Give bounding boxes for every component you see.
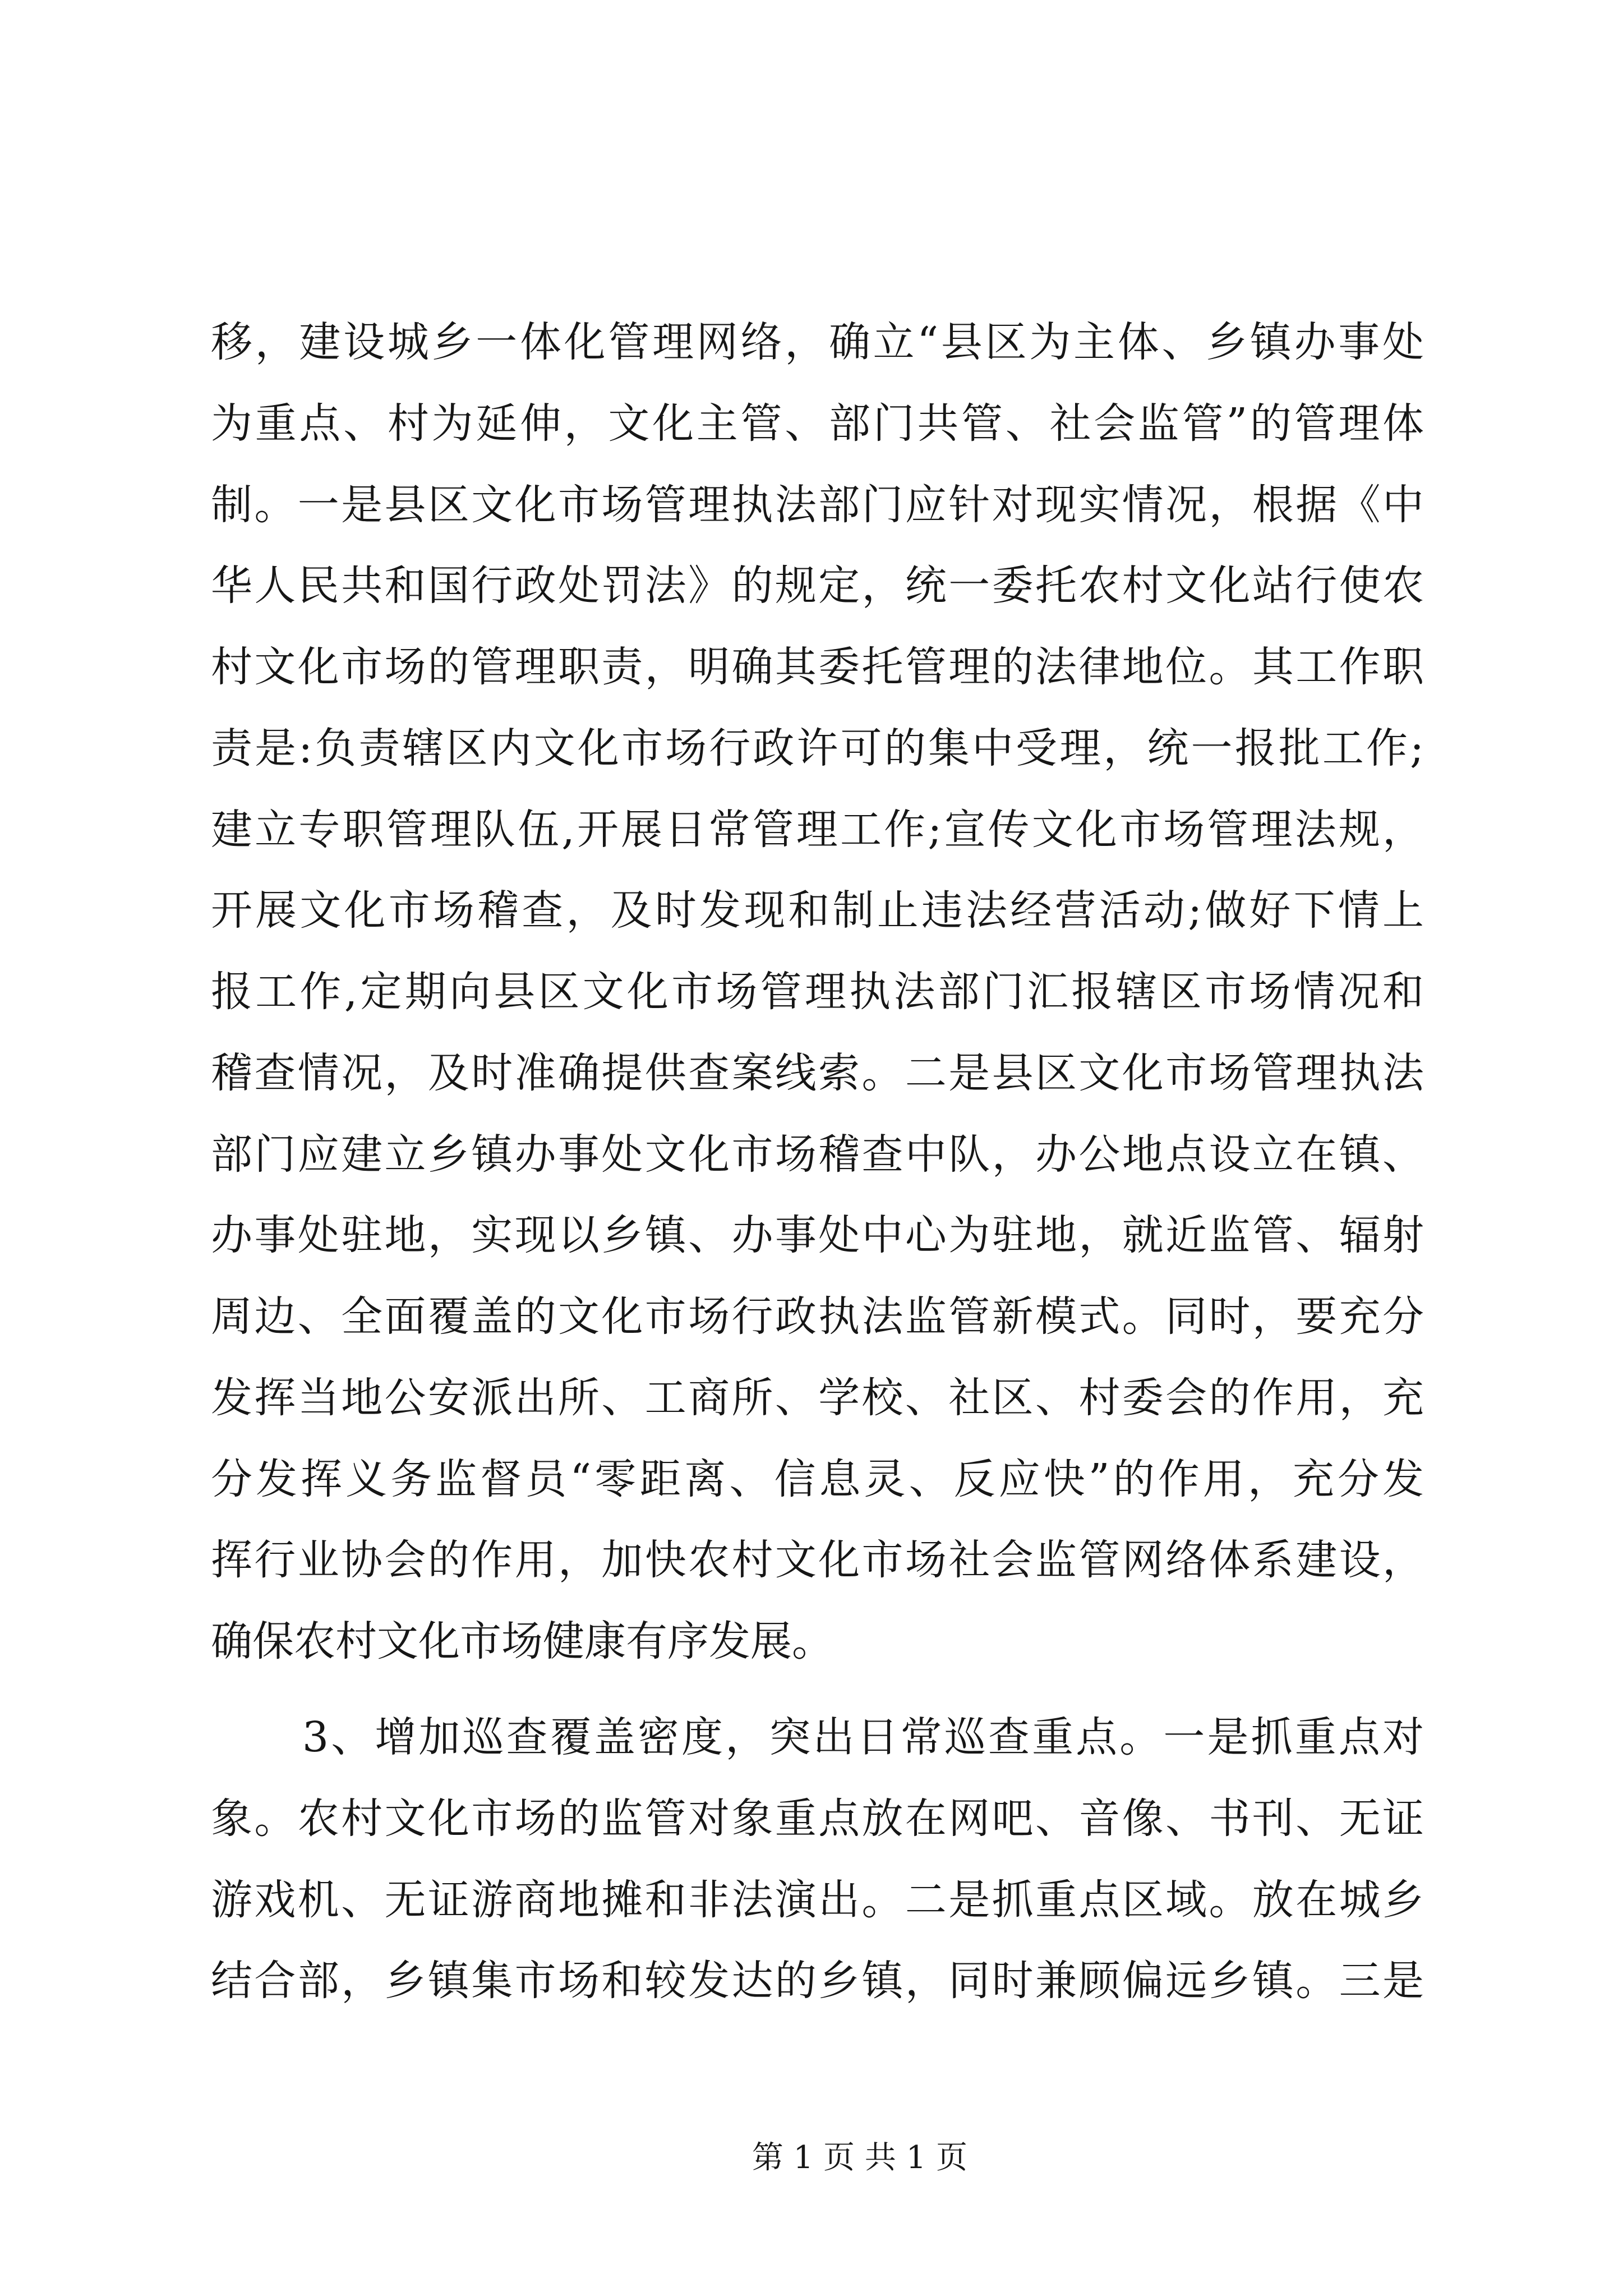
section-heading-line: 3、增加巡查覆盖密度，突出日常巡查重点。一是抓重点对 xyxy=(302,1713,1424,1761)
text-line: 报工作,定期向县区文化市场管理执法部门汇报辖区市场情况和 xyxy=(211,968,1424,1016)
text-line: 村文化市场的管理职责，明确其委托管理的法律地位。其工作职 xyxy=(211,643,1424,691)
text-line: 部门应建立乡镇办事处文化市场稽查中队，办公地点设立在镇、 xyxy=(211,1130,1424,1179)
text-line: 分发挥义务监督员“零距离、信息灵、反应快”的作用，充分发 xyxy=(211,1455,1424,1503)
text-line: 周边、全面覆盖的文化市场行政执法监管新模式。同时，要充分 xyxy=(211,1292,1424,1341)
text-line: 结合部，乡镇集市场和较发达的乡镇，同时兼顾偏远乡镇。三是 xyxy=(211,1957,1424,2005)
text-line: 华人民共和国行政处罚法》的规定，统一委托农村文化站行使农 xyxy=(211,562,1424,610)
text-line: 开展文化市场稽查，及时发现和制止违法经营活动;做好下情上 xyxy=(211,886,1424,935)
text-line: 办事处驻地，实现以乡镇、办事处中心为驻地，就近监管、辐射 xyxy=(211,1211,1424,1260)
text-line: 移，建设城乡一体化管理网络，确立“县区为主体、乡镇办事处 xyxy=(211,318,1424,366)
text-line: 稽查情况，及时准确提供查案线索。二是县区文化市场管理执法 xyxy=(211,1048,1424,1097)
paragraph-body xyxy=(211,302,1424,1682)
paragraph-section-3 xyxy=(211,1697,1424,2022)
text-line: 责是:负责辖区内文化市场行政许可的集中受理，统一报批工作; xyxy=(211,724,1424,772)
page-footer: 第 1 页 共 1 页 xyxy=(751,2139,968,2176)
text-line: 制。一是县区文化市场管理执法部门应针对现实情况，根据《中 xyxy=(211,480,1424,529)
text-line: 确保农村文化市场健康有序发展。 xyxy=(211,1617,833,1665)
text-line: 挥行业协会的作用，加快农村文化市场社会监管网络体系建设， xyxy=(211,1536,1424,1585)
text-line: 象。农村文化市场的监管对象重点放在网吧、音像、书刊、无证 xyxy=(211,1794,1424,1843)
text-line: 发挥当地公安派出所、工商所、学校、社区、村委会的作用，充 xyxy=(211,1373,1424,1422)
text-line: 建立专职管理队伍,开展日常管理工作;宣传文化市场管理法规， xyxy=(211,805,1424,854)
text-line: 为重点、村为延伸，文化主管、部门共管、社会监管”的管理体 xyxy=(211,399,1424,448)
text-line: 游戏机、无证游商地摊和非法演出。二是抓重点区域。放在城乡 xyxy=(211,1875,1424,1924)
